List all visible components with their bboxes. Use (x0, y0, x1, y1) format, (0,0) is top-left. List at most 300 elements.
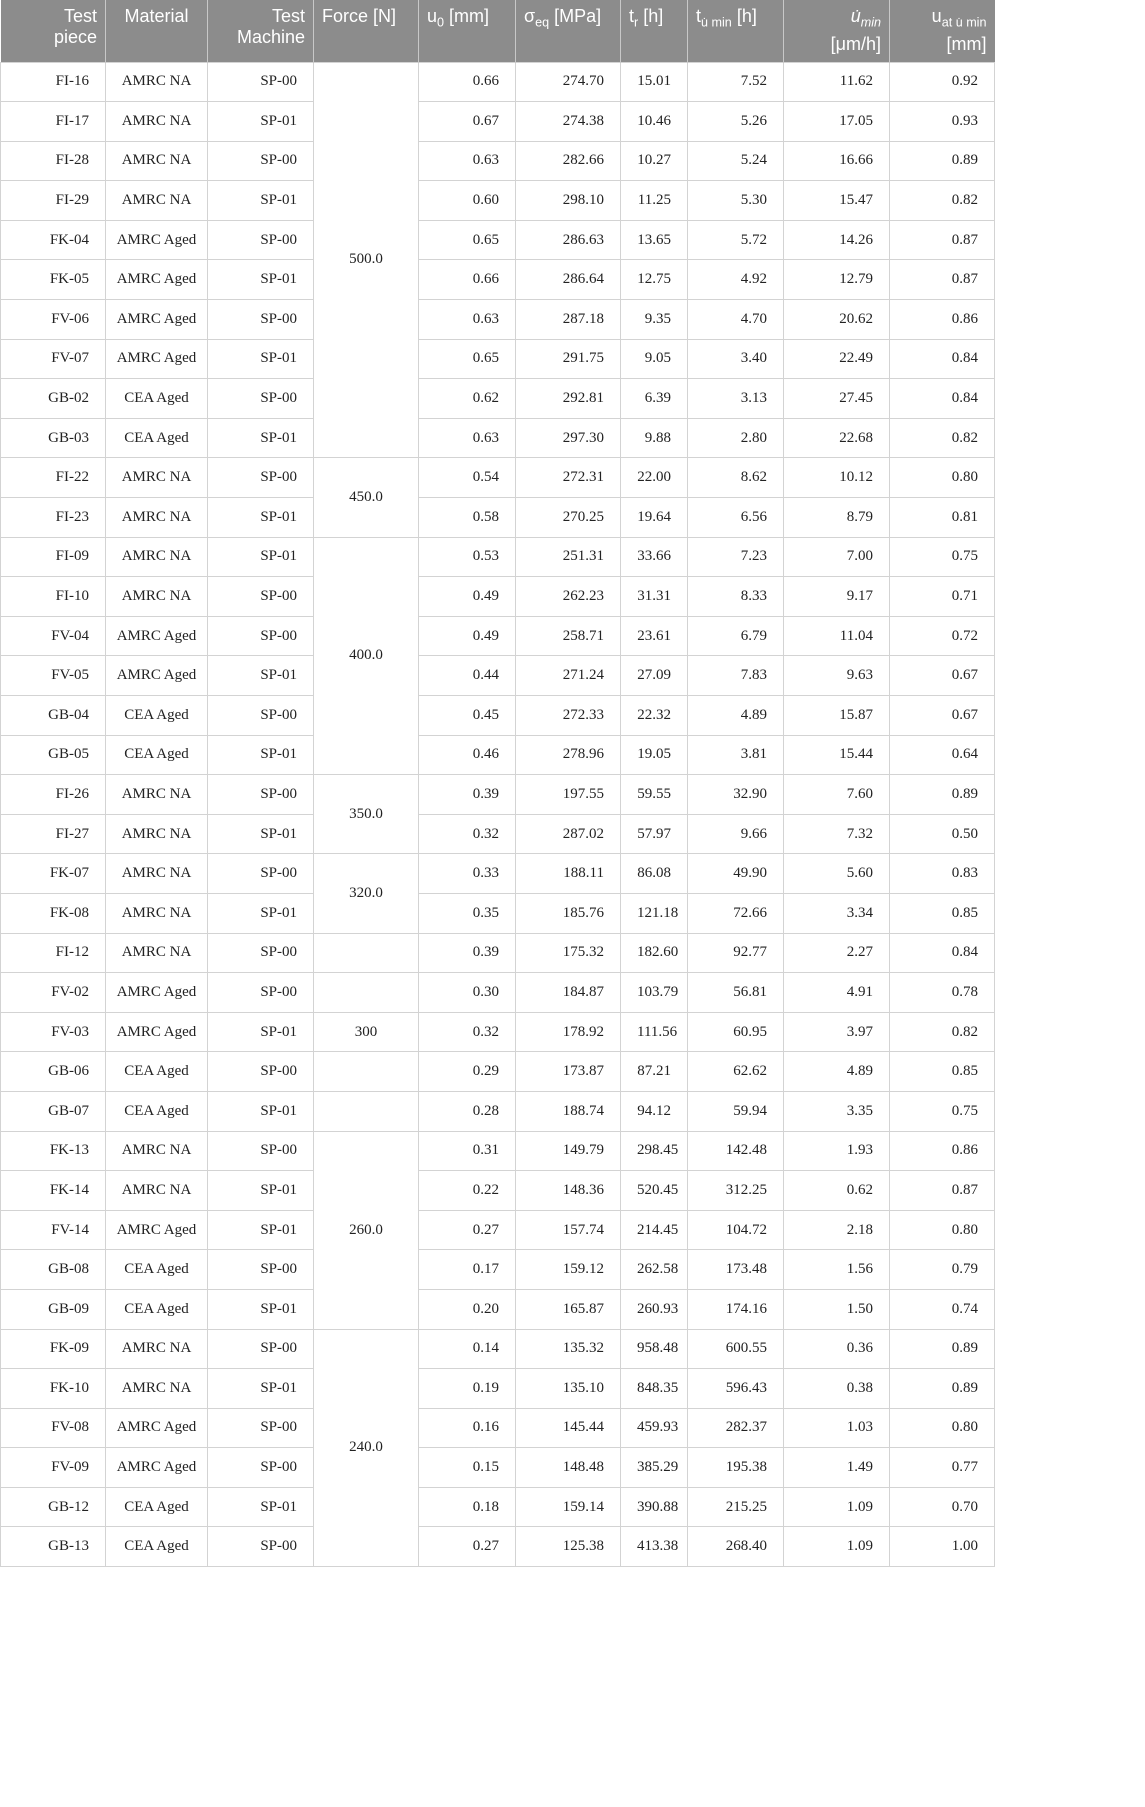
cell-u0: 0.20 (419, 1289, 516, 1329)
cell-u-dot-min: 1.09 (784, 1487, 890, 1527)
table-row (1, 735, 995, 775)
cell-u-at-umin: 0.84 (890, 339, 995, 379)
cell-u-at-umin: 0.82 (890, 181, 995, 221)
cell-test-machine: SP-01 (208, 498, 314, 538)
cell-u-dot-min: 15.44 (784, 735, 890, 775)
cell-test-machine: SP-01 (208, 260, 314, 300)
cell-material: AMRC NA (106, 1171, 208, 1211)
cell-material: AMRC NA (106, 814, 208, 854)
cell-test-piece: FI-12 (1, 933, 106, 973)
cell-sigma-eq: 271.24 (516, 656, 621, 696)
cell-tr: 19.05 (621, 735, 688, 775)
table-row (1, 1487, 995, 1527)
cell-sigma-eq: 165.87 (516, 1289, 621, 1329)
cell-test-machine: SP-00 (208, 577, 314, 617)
cell-u-dot-min: 14.26 (784, 220, 890, 260)
cell-force-empty (314, 933, 419, 973)
cell-test-machine: SP-01 (208, 1171, 314, 1211)
cell-t-umin: 596.43 (688, 1369, 784, 1409)
cell-material: CEA Aged (106, 418, 208, 458)
cell-test-machine: SP-00 (208, 1408, 314, 1448)
cell-u-dot-min: 4.91 (784, 973, 890, 1013)
cell-sigma-eq: 178.92 (516, 1012, 621, 1052)
cell-tr: 11.25 (621, 181, 688, 221)
table-row (1, 102, 995, 142)
cell-u-dot-min: 1.50 (784, 1289, 890, 1329)
cell-material: CEA Aged (106, 1250, 208, 1290)
cell-u-at-umin: 0.82 (890, 418, 995, 458)
cell-test-machine: SP-00 (208, 854, 314, 894)
cell-u-dot-min: 15.87 (784, 696, 890, 736)
cell-test-piece: GB-02 (1, 379, 106, 419)
cell-u0: 0.46 (419, 735, 516, 775)
cell-t-umin: 4.89 (688, 696, 784, 736)
cell-test-piece: FV-03 (1, 1012, 106, 1052)
cell-t-umin: 4.92 (688, 260, 784, 300)
cell-material: AMRC Aged (106, 656, 208, 696)
cell-u0: 0.53 (419, 537, 516, 577)
cell-u0: 0.54 (419, 458, 516, 498)
cell-test-piece: FI-22 (1, 458, 106, 498)
cell-test-piece: FI-29 (1, 181, 106, 221)
cell-t-umin: 142.48 (688, 1131, 784, 1171)
table-row (1, 1012, 995, 1052)
table-row (1, 1250, 995, 1290)
cell-test-piece: FK-05 (1, 260, 106, 300)
cell-u0: 0.32 (419, 814, 516, 854)
cell-material: CEA Aged (106, 1487, 208, 1527)
cell-sigma-eq: 149.79 (516, 1131, 621, 1171)
cell-u0: 0.60 (419, 181, 516, 221)
cell-t-umin: 5.30 (688, 181, 784, 221)
cell-sigma-eq: 292.81 (516, 379, 621, 419)
cell-material: AMRC NA (106, 1131, 208, 1171)
cell-test-machine: SP-00 (208, 933, 314, 973)
cell-sigma-eq: 157.74 (516, 1210, 621, 1250)
cell-test-machine: SP-01 (208, 814, 314, 854)
cell-tr: 103.79 (621, 973, 688, 1013)
cell-force: 320.0 (314, 854, 419, 933)
cell-u-dot-min: 1.49 (784, 1448, 890, 1488)
cell-force: 300 (314, 1012, 419, 1052)
cell-test-machine: SP-01 (208, 102, 314, 142)
cell-test-machine: SP-01 (208, 339, 314, 379)
cell-u-at-umin: 0.84 (890, 933, 995, 973)
cell-u-dot-min: 27.45 (784, 379, 890, 419)
table-row (1, 300, 995, 340)
cell-t-umin: 49.90 (688, 854, 784, 894)
cell-tr: 262.58 (621, 1250, 688, 1290)
cell-material: AMRC NA (106, 537, 208, 577)
cell-u-at-umin: 0.83 (890, 854, 995, 894)
table-row (1, 1052, 995, 1092)
cell-u0: 0.58 (419, 498, 516, 538)
cell-u0: 0.39 (419, 933, 516, 973)
cell-u0: 0.31 (419, 1131, 516, 1171)
cell-u-at-umin: 1.00 (890, 1527, 995, 1567)
header-tr: $t_r$ [h] (621, 0, 688, 62)
cell-test-piece: FK-09 (1, 1329, 106, 1369)
cell-t-umin: 9.66 (688, 814, 784, 854)
table-row (1, 893, 995, 933)
cell-test-machine: SP-01 (208, 1289, 314, 1329)
cell-sigma-eq: 135.32 (516, 1329, 621, 1369)
cell-u-at-umin: 0.86 (890, 300, 995, 340)
cell-material: CEA Aged (106, 1052, 208, 1092)
table-row (1, 418, 995, 458)
cell-u0: 0.63 (419, 300, 516, 340)
cell-sigma-eq: 173.87 (516, 1052, 621, 1092)
cell-u0: 0.14 (419, 1329, 516, 1369)
cell-test-piece: FK-10 (1, 1369, 106, 1409)
cell-test-machine: SP-00 (208, 1131, 314, 1171)
cell-test-machine: SP-00 (208, 141, 314, 181)
cell-sigma-eq: 159.12 (516, 1250, 621, 1290)
cell-test-piece: GB-06 (1, 1052, 106, 1092)
cell-t-umin: 4.70 (688, 300, 784, 340)
cell-u0: 0.18 (419, 1487, 516, 1527)
cell-material: AMRC Aged (106, 300, 208, 340)
header-u-at-umin: $u_{at u̇ min}$ [mm] (890, 0, 995, 62)
cell-sigma-eq: 282.66 (516, 141, 621, 181)
cell-sigma-eq: 251.31 (516, 537, 621, 577)
cell-u0: 0.27 (419, 1210, 516, 1250)
cell-u-dot-min: 20.62 (784, 300, 890, 340)
cell-u-dot-min: 17.05 (784, 102, 890, 142)
table-row (1, 220, 995, 260)
table-row (1, 1289, 995, 1329)
cell-t-umin: 7.83 (688, 656, 784, 696)
cell-test-machine: SP-00 (208, 973, 314, 1013)
cell-test-machine: SP-00 (208, 1052, 314, 1092)
table-row (1, 498, 995, 538)
cell-tr: 22.32 (621, 696, 688, 736)
table-row (1, 537, 995, 577)
cell-material: AMRC NA (106, 893, 208, 933)
cell-u-dot-min: 22.68 (784, 418, 890, 458)
cell-u0: 0.66 (419, 260, 516, 300)
cell-tr: 459.93 (621, 1408, 688, 1448)
cell-test-machine: SP-01 (208, 1487, 314, 1527)
cell-u0: 0.15 (419, 1448, 516, 1488)
cell-tr: 260.93 (621, 1289, 688, 1329)
cell-test-machine: SP-00 (208, 458, 314, 498)
cell-test-piece: FV-08 (1, 1408, 106, 1448)
cell-t-umin: 8.62 (688, 458, 784, 498)
cell-test-machine: SP-00 (208, 220, 314, 260)
cell-tr: 413.38 (621, 1527, 688, 1567)
cell-tr: 214.45 (621, 1210, 688, 1250)
table-row (1, 62, 995, 102)
cell-material: AMRC NA (106, 498, 208, 538)
cell-sigma-eq: 262.23 (516, 577, 621, 617)
cell-test-piece: FK-07 (1, 854, 106, 894)
cell-test-machine: SP-00 (208, 616, 314, 656)
cell-t-umin: 72.66 (688, 893, 784, 933)
cell-force-empty (314, 1091, 419, 1131)
cell-tr: 6.39 (621, 379, 688, 419)
cell-sigma-eq: 258.71 (516, 616, 621, 656)
cell-u-at-umin: 0.84 (890, 379, 995, 419)
cell-tr: 182.60 (621, 933, 688, 973)
cell-sigma-eq: 298.10 (516, 181, 621, 221)
cell-t-umin: 7.52 (688, 62, 784, 102)
cell-sigma-eq: 270.25 (516, 498, 621, 538)
cell-test-piece: FV-06 (1, 300, 106, 340)
cell-tr: 390.88 (621, 1487, 688, 1527)
cell-sigma-eq: 272.33 (516, 696, 621, 736)
cell-material: CEA Aged (106, 379, 208, 419)
cell-material: AMRC NA (106, 62, 208, 102)
cell-sigma-eq: 185.76 (516, 893, 621, 933)
cell-test-piece: FK-14 (1, 1171, 106, 1211)
cell-material: AMRC Aged (106, 260, 208, 300)
cell-sigma-eq: 188.74 (516, 1091, 621, 1131)
table-row (1, 260, 995, 300)
cell-t-umin: 215.25 (688, 1487, 784, 1527)
table-row (1, 339, 995, 379)
cell-test-machine: SP-01 (208, 656, 314, 696)
cell-test-machine: SP-01 (208, 537, 314, 577)
cell-sigma-eq: 135.10 (516, 1369, 621, 1409)
header-test-piece: Test piece (1, 0, 106, 62)
cell-u0: 0.62 (419, 379, 516, 419)
table-row (1, 181, 995, 221)
cell-u-dot-min: 12.79 (784, 260, 890, 300)
table-row (1, 775, 995, 815)
cell-sigma-eq: 184.87 (516, 973, 621, 1013)
table-row (1, 1527, 995, 1567)
cell-material: AMRC Aged (106, 1408, 208, 1448)
cell-test-piece: FV-02 (1, 973, 106, 1013)
cell-t-umin: 195.38 (688, 1448, 784, 1488)
cell-u-at-umin: 0.86 (890, 1131, 995, 1171)
cell-sigma-eq: 148.48 (516, 1448, 621, 1488)
cell-test-machine: SP-01 (208, 1369, 314, 1409)
cell-u-dot-min: 5.60 (784, 854, 890, 894)
cell-tr: 298.45 (621, 1131, 688, 1171)
cell-sigma-eq: 286.64 (516, 260, 621, 300)
cell-tr: 385.29 (621, 1448, 688, 1488)
header-row (1, 0, 995, 62)
cell-u-dot-min: 2.27 (784, 933, 890, 973)
cell-test-machine: SP-01 (208, 181, 314, 221)
table-row (1, 1408, 995, 1448)
cell-tr: 10.27 (621, 141, 688, 181)
cell-t-umin: 59.94 (688, 1091, 784, 1131)
cell-test-piece: GB-08 (1, 1250, 106, 1290)
cell-t-umin: 3.40 (688, 339, 784, 379)
cell-material: CEA Aged (106, 1527, 208, 1567)
cell-test-piece: FK-08 (1, 893, 106, 933)
cell-u-dot-min: 11.62 (784, 62, 890, 102)
cell-u-dot-min: 1.56 (784, 1250, 890, 1290)
cell-u-dot-min: 2.18 (784, 1210, 890, 1250)
cell-test-piece: FV-14 (1, 1210, 106, 1250)
cell-sigma-eq: 291.75 (516, 339, 621, 379)
cell-material: AMRC Aged (106, 220, 208, 260)
cell-test-machine: SP-01 (208, 893, 314, 933)
cell-t-umin: 5.26 (688, 102, 784, 142)
cell-u-dot-min: 3.97 (784, 1012, 890, 1052)
table-row (1, 814, 995, 854)
cell-t-umin: 56.81 (688, 973, 784, 1013)
cell-tr: 27.09 (621, 656, 688, 696)
cell-u0: 0.63 (419, 141, 516, 181)
cell-u0: 0.66 (419, 62, 516, 102)
cell-u-at-umin: 0.89 (890, 141, 995, 181)
cell-material: AMRC NA (106, 102, 208, 142)
table-row (1, 854, 995, 894)
cell-u-dot-min: 11.04 (784, 616, 890, 656)
cell-material: AMRC Aged (106, 339, 208, 379)
cell-u-dot-min: 4.89 (784, 1052, 890, 1092)
cell-t-umin: 312.25 (688, 1171, 784, 1211)
cell-tr: 59.55 (621, 775, 688, 815)
cell-material: AMRC NA (106, 141, 208, 181)
cell-t-umin: 5.24 (688, 141, 784, 181)
cell-t-umin: 92.77 (688, 933, 784, 973)
cell-test-piece: FV-04 (1, 616, 106, 656)
cell-u-at-umin: 0.87 (890, 260, 995, 300)
cell-u-at-umin: 0.70 (890, 1487, 995, 1527)
cell-test-piece: FV-07 (1, 339, 106, 379)
cell-test-machine: SP-01 (208, 1210, 314, 1250)
cell-t-umin: 104.72 (688, 1210, 784, 1250)
cell-material: AMRC NA (106, 775, 208, 815)
cell-t-umin: 600.55 (688, 1329, 784, 1369)
table-row (1, 379, 995, 419)
cell-u-dot-min: 0.62 (784, 1171, 890, 1211)
cell-u-at-umin: 0.80 (890, 458, 995, 498)
cell-material: AMRC NA (106, 181, 208, 221)
cell-tr: 848.35 (621, 1369, 688, 1409)
cell-u-dot-min: 1.09 (784, 1527, 890, 1567)
table-row (1, 1369, 995, 1409)
cell-u-dot-min: 3.34 (784, 893, 890, 933)
cell-u-dot-min: 7.00 (784, 537, 890, 577)
cell-t-umin: 60.95 (688, 1012, 784, 1052)
table-row (1, 616, 995, 656)
cell-test-piece: FI-09 (1, 537, 106, 577)
cell-u-at-umin: 0.67 (890, 656, 995, 696)
table-row (1, 1131, 995, 1171)
table-row (1, 656, 995, 696)
table-row (1, 1171, 995, 1211)
cell-u-dot-min: 3.35 (784, 1091, 890, 1131)
cell-t-umin: 174.16 (688, 1289, 784, 1329)
cell-sigma-eq: 287.02 (516, 814, 621, 854)
cell-tr: 958.48 (621, 1329, 688, 1369)
cell-u-dot-min: 22.49 (784, 339, 890, 379)
cell-u-at-umin: 0.75 (890, 1091, 995, 1131)
table-row (1, 973, 995, 1013)
cell-sigma-eq: 287.18 (516, 300, 621, 340)
header-material: Material (106, 0, 208, 62)
cell-tr: 86.08 (621, 854, 688, 894)
cell-test-machine: SP-01 (208, 1012, 314, 1052)
cell-test-piece: FV-09 (1, 1448, 106, 1488)
cell-sigma-eq: 188.11 (516, 854, 621, 894)
cell-u0: 0.27 (419, 1527, 516, 1567)
cell-u-dot-min: 16.66 (784, 141, 890, 181)
cell-sigma-eq: 278.96 (516, 735, 621, 775)
cell-u0: 0.49 (419, 577, 516, 617)
cell-t-umin: 173.48 (688, 1250, 784, 1290)
cell-t-umin: 62.62 (688, 1052, 784, 1092)
cell-test-machine: SP-00 (208, 775, 314, 815)
cell-u-dot-min: 7.32 (784, 814, 890, 854)
cell-u-at-umin: 0.78 (890, 973, 995, 1013)
cell-u0: 0.28 (419, 1091, 516, 1131)
cell-u-at-umin: 0.81 (890, 498, 995, 538)
cell-tr: 9.35 (621, 300, 688, 340)
cell-u-at-umin: 0.82 (890, 1012, 995, 1052)
cell-material: AMRC Aged (106, 973, 208, 1013)
cell-u-at-umin: 0.79 (890, 1250, 995, 1290)
cell-test-piece: GB-12 (1, 1487, 106, 1527)
cell-u0: 0.16 (419, 1408, 516, 1448)
cell-tr: 87.21 (621, 1052, 688, 1092)
cell-u-dot-min: 8.79 (784, 498, 890, 538)
cell-force: 240.0 (314, 1329, 419, 1567)
cell-material: AMRC NA (106, 1369, 208, 1409)
table-row (1, 1091, 995, 1131)
cell-t-umin: 6.79 (688, 616, 784, 656)
cell-test-piece: GB-07 (1, 1091, 106, 1131)
cell-u-at-umin: 0.89 (890, 775, 995, 815)
cell-sigma-eq: 159.14 (516, 1487, 621, 1527)
cell-t-umin: 5.72 (688, 220, 784, 260)
cell-u-dot-min: 0.36 (784, 1329, 890, 1369)
cell-tr: 94.12 (621, 1091, 688, 1131)
cell-t-umin: 3.13 (688, 379, 784, 419)
cell-material: AMRC NA (106, 933, 208, 973)
cell-test-piece: GB-04 (1, 696, 106, 736)
cell-test-piece: FI-28 (1, 141, 106, 181)
cell-sigma-eq: 175.32 (516, 933, 621, 973)
cell-u0: 0.19 (419, 1369, 516, 1409)
cell-test-machine: SP-00 (208, 300, 314, 340)
cell-test-machine: SP-00 (208, 1329, 314, 1369)
cell-material: AMRC NA (106, 458, 208, 498)
cell-sigma-eq: 272.31 (516, 458, 621, 498)
cell-test-piece: FK-04 (1, 220, 106, 260)
cell-u-dot-min: 1.93 (784, 1131, 890, 1171)
cell-force-empty (314, 1052, 419, 1092)
cell-t-umin: 282.37 (688, 1408, 784, 1448)
cell-t-umin: 7.23 (688, 537, 784, 577)
cell-material: AMRC Aged (106, 1210, 208, 1250)
cell-t-umin: 3.81 (688, 735, 784, 775)
cell-sigma-eq: 148.36 (516, 1171, 621, 1211)
cell-sigma-eq: 274.38 (516, 102, 621, 142)
cell-test-machine: SP-00 (208, 1527, 314, 1567)
cell-tr: 23.61 (621, 616, 688, 656)
cell-test-piece: FI-26 (1, 775, 106, 815)
cell-test-machine: SP-01 (208, 735, 314, 775)
cell-material: AMRC NA (106, 1329, 208, 1369)
cell-test-machine: SP-00 (208, 62, 314, 102)
cell-u-at-umin: 0.87 (890, 1171, 995, 1211)
cell-tr: 22.00 (621, 458, 688, 498)
table-row (1, 458, 995, 498)
cell-sigma-eq: 286.63 (516, 220, 621, 260)
cell-u0: 0.17 (419, 1250, 516, 1290)
cell-force: 350.0 (314, 775, 419, 854)
cell-u0: 0.22 (419, 1171, 516, 1211)
cell-u-at-umin: 0.89 (890, 1369, 995, 1409)
